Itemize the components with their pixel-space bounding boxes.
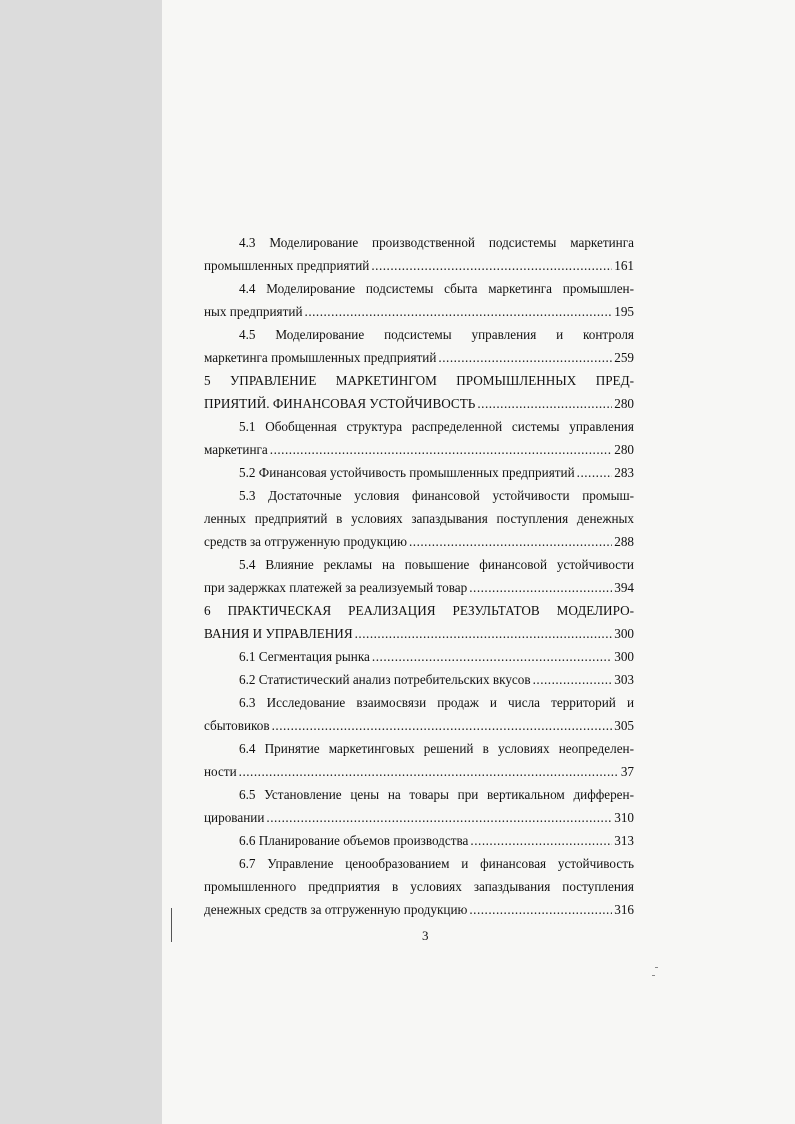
toc-entry bbox=[204, 369, 634, 415]
toc-page-number: 280 bbox=[614, 442, 634, 457]
toc-entry bbox=[204, 553, 634, 599]
toc-page-number: 305 bbox=[614, 718, 634, 733]
toc-line-text: денежных средств за отгруженную продукцию bbox=[204, 902, 468, 917]
toc-line-with-page bbox=[204, 760, 634, 783]
dot-leader bbox=[272, 714, 613, 737]
dot-leader bbox=[371, 254, 612, 277]
toc-entry bbox=[204, 484, 634, 553]
dot-leader bbox=[470, 829, 612, 852]
toc-entry bbox=[204, 668, 634, 691]
toc-line-text: маркетинга промышленных предприятий bbox=[204, 350, 437, 365]
toc-line: 5.1 Обобщенная структура распределенной системы управления bbox=[239, 419, 634, 434]
toc-entry bbox=[204, 415, 634, 461]
toc-line-with-page bbox=[204, 392, 634, 415]
toc-line: 5.3 Достаточные условия финансовой устойчивости промыш- bbox=[239, 488, 634, 503]
toc-entry bbox=[204, 829, 634, 852]
dot-leader bbox=[477, 392, 612, 415]
toc-line: ленных предприятий в условиях запаздывания поступления денежных bbox=[204, 511, 634, 526]
toc-page-number: 303 bbox=[614, 672, 634, 687]
toc-line-text: 5.2 Финансовая устойчивость промышленных предприятий bbox=[239, 465, 575, 480]
toc-line-with-page bbox=[204, 829, 634, 852]
toc-line-text: 6.6 Планирование объемов производства bbox=[239, 833, 469, 848]
toc-entry bbox=[204, 277, 634, 323]
toc-line-with-page bbox=[204, 300, 634, 323]
toc-line: 6.5 Установление цены на товары при вертикальном дифферен- bbox=[239, 787, 634, 802]
toc-entry bbox=[204, 645, 634, 668]
dot-leader bbox=[533, 668, 613, 691]
toc-entry bbox=[204, 231, 634, 277]
dot-leader bbox=[438, 346, 612, 369]
toc-page-number: 195 bbox=[614, 304, 634, 319]
toc-line-with-page bbox=[204, 714, 634, 737]
dot-leader bbox=[577, 461, 613, 484]
toc-line-text: ности bbox=[204, 764, 237, 779]
toc-page-number: 283 bbox=[614, 465, 634, 480]
dot-leader bbox=[266, 806, 612, 829]
toc-line-with-page bbox=[204, 668, 634, 691]
toc-line-with-page bbox=[204, 898, 634, 921]
toc-line-text: ных предприятий bbox=[204, 304, 303, 319]
toc-line: 6.7 Управление ценообразованием и финансовая устойчивость bbox=[239, 856, 634, 871]
toc-entry bbox=[204, 461, 634, 484]
scan-speck bbox=[655, 967, 658, 968]
toc-entry bbox=[204, 323, 634, 369]
toc-page-number: 394 bbox=[614, 580, 634, 595]
dot-leader bbox=[239, 760, 619, 783]
toc-line-text: цировании bbox=[204, 810, 265, 825]
toc-line-text: 6.2 Статистический анализ потребительских вкусов bbox=[239, 672, 531, 687]
toc-line-with-page bbox=[204, 806, 634, 829]
toc-line: 4.4 Моделирование подсистемы сбыта маркетинга промышлен- bbox=[239, 281, 634, 296]
toc-line-with-page bbox=[204, 438, 634, 461]
toc-page-number: 313 bbox=[614, 833, 634, 848]
toc-page-number: 300 bbox=[614, 626, 634, 641]
toc-page-number: 280 bbox=[614, 396, 634, 411]
toc-line: 5.4 Влияние рекламы на повышение финансовой устойчивости bbox=[239, 557, 634, 572]
toc-line-text: при задержках платежей за реализуемый товар bbox=[204, 580, 468, 595]
toc-line-text: ПРИЯТИЙ. ФИНАНСОВАЯ УСТОЙЧИВОСТЬ bbox=[204, 396, 476, 411]
dot-leader bbox=[372, 645, 612, 668]
dot-leader bbox=[409, 530, 612, 553]
scan-speck bbox=[652, 975, 655, 976]
toc-entry bbox=[204, 691, 634, 737]
toc-line-text: ВАНИЯ И УПРАВЛЕНИЯ bbox=[204, 626, 353, 641]
dot-leader bbox=[469, 576, 612, 599]
toc-page-number: 316 bbox=[614, 902, 634, 917]
toc-line: промышленного предприятия в условиях запаздывания поступления bbox=[204, 879, 634, 894]
dot-leader bbox=[270, 438, 612, 461]
toc-line-with-page bbox=[204, 254, 634, 277]
toc-page-number: 300 bbox=[614, 649, 634, 664]
toc-chapter-line: 5 УПРАВЛЕНИЕ МАРКЕТИНГОМ ПРОМЫШЛЕННЫХ ПРЕД- bbox=[204, 373, 634, 388]
toc-line-with-page bbox=[204, 530, 634, 553]
toc-line: 4.3 Моделирование производственной подсистемы маркетинга bbox=[239, 235, 634, 250]
toc-page-number: 288 bbox=[614, 534, 634, 549]
toc-line-with-page bbox=[204, 576, 634, 599]
table-of-contents bbox=[204, 231, 634, 921]
toc-line-text: промышленных предприятий bbox=[204, 258, 370, 273]
toc-line-text: средств за отгруженную продукцию bbox=[204, 534, 407, 549]
toc-line: 6.3 Исследование взаимосвязи продаж и числа территорий и bbox=[239, 695, 634, 710]
toc-line-text: маркетинга bbox=[204, 442, 268, 457]
toc-line-with-page bbox=[204, 622, 634, 645]
toc-line: 6.4 Принятие маркетинговых решений в условиях неопределен- bbox=[239, 741, 634, 756]
dot-leader bbox=[305, 300, 613, 323]
toc-line-with-page bbox=[204, 461, 634, 484]
page-number: 3 bbox=[422, 928, 429, 943]
toc-entry bbox=[204, 783, 634, 829]
toc-line-text: сбытовиков bbox=[204, 718, 270, 733]
toc-chapter-line: 6 ПРАКТИЧЕСКАЯ РЕАЛИЗАЦИЯ РЕЗУЛЬТАТОВ МОДЕЛИРО- bbox=[204, 603, 634, 618]
dot-leader bbox=[355, 622, 613, 645]
toc-entry bbox=[204, 737, 634, 783]
toc-page-number: 161 bbox=[614, 258, 634, 273]
toc-line-text: 6.1 Сегментация рынка bbox=[239, 649, 370, 664]
dot-leader bbox=[469, 898, 612, 921]
toc-line: 4.5 Моделирование подсистемы управления и контроля bbox=[239, 327, 634, 342]
toc-line-with-page bbox=[204, 645, 634, 668]
toc-entry bbox=[204, 852, 634, 921]
scan-margin-mark bbox=[171, 908, 172, 942]
toc-page-number: 310 bbox=[614, 810, 634, 825]
toc-page-number: 37 bbox=[620, 764, 634, 779]
toc-entry bbox=[204, 599, 634, 645]
toc-line-with-page bbox=[204, 346, 634, 369]
toc-page-number: 259 bbox=[614, 350, 634, 365]
